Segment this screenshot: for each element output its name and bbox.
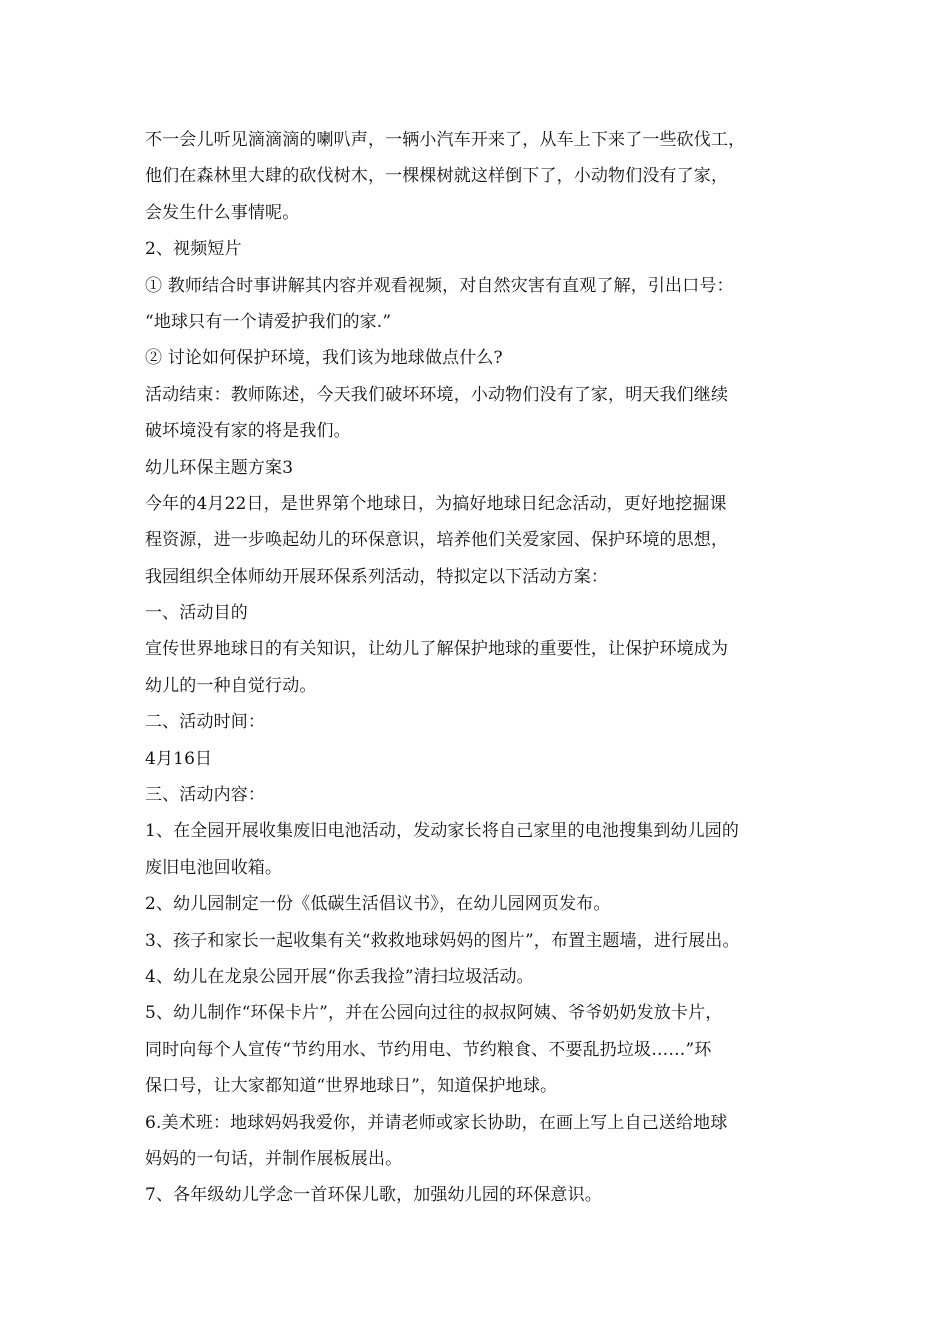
text-line: 今年的4月22日，是世界第个地球日，为搞好地球日纪念活动，更好地挖掘课 [145, 493, 727, 514]
text-line: ② 讨论如何保护环境，我们该为地球做点什么? [145, 348, 503, 369]
list-item: 4、幼儿在龙泉公园开展“你丢我捡”清扫垃圾活动。 [145, 966, 534, 987]
text-line: 我园组织全体师幼开展环保系列活动，特拟定以下活动方案： [145, 566, 609, 587]
list-item: 1、在全园开展收集废旧电池活动，发动家长将自己家里的电池搜集到幼儿园的 [145, 821, 740, 842]
text-line: 保口号，让大家都知道“世界地球日”，知道保护地球。 [145, 1076, 558, 1097]
text-line: 同时向每个人宣传“节约用水、节约用电、节约粮食、不要乱扔垃圾……”环 [145, 1039, 712, 1060]
list-item: 3、孩子和家长一起收集有关“救救地球妈妈的图片”，布置主题墙，进行展出。 [145, 930, 740, 951]
text-line: 妈妈的一句话，并制作展板展出。 [145, 1148, 403, 1169]
text-line: 幼儿的一种自觉行动。 [145, 675, 317, 696]
list-item: 5、幼儿制作“环保卡片”，并在公园向过往的叔叔阿姨、爷爷奶奶发放卡片， [145, 1003, 723, 1024]
section-heading: 幼儿环保主题方案3 [145, 457, 294, 478]
text-line: 破坏境没有家的将是我们。 [145, 421, 351, 442]
text-line: 他们在森林里大肆的砍伐树木，一棵棵树就这样倒下了，小动物们没有了家， [145, 166, 729, 187]
list-item: 2、幼儿园制定一份《低碳生活倡议书》，在幼儿园网页发布。 [145, 894, 611, 915]
text-line: 废旧电池回收箱。 [145, 857, 283, 878]
text-line: 活动结束：教师陈述，今天我们破坏环境，小动物们没有了家，明天我们继续 [145, 384, 729, 405]
text-line: 不一会儿听见滴滴滴的喇叭声，一辆小汽车开来了，从车上下来了一些砍伐工， [145, 130, 746, 150]
list-item: 7、各年级幼儿学念一首环保儿歌，加强幼儿园的环保意识。 [145, 1185, 602, 1206]
section-heading: 一、活动目的 [145, 603, 248, 624]
text-line: 会发生什么事情呢。 [145, 202, 300, 223]
section-heading: 2、视频短片 [145, 239, 242, 260]
text-line: 程资源，进一步唤起幼儿的环保意识，培养他们关爱家园、保护环境的思想， [145, 530, 729, 551]
section-heading: 二、活动时间： [145, 712, 266, 733]
text-line: 宣传世界地球日的有关知识，让幼儿了解保护地球的重要性，让保护环境成为 [145, 639, 729, 660]
text-line: “地球只有一个请爱护我们的家.” [145, 311, 392, 332]
text-line: ① 教师结合时事讲解其内容并观看视频，对自然灾害有直观了解，引出口号： [145, 275, 734, 296]
list-item: 6.美术班：地球妈妈我爱你，并请老师或家长协助，在画上写上自己送给地球 [145, 1112, 728, 1133]
text-line: 4月16日 [145, 748, 213, 769]
section-heading: 三、活动内容： [145, 785, 266, 806]
document-body [145, 122, 835, 1214]
